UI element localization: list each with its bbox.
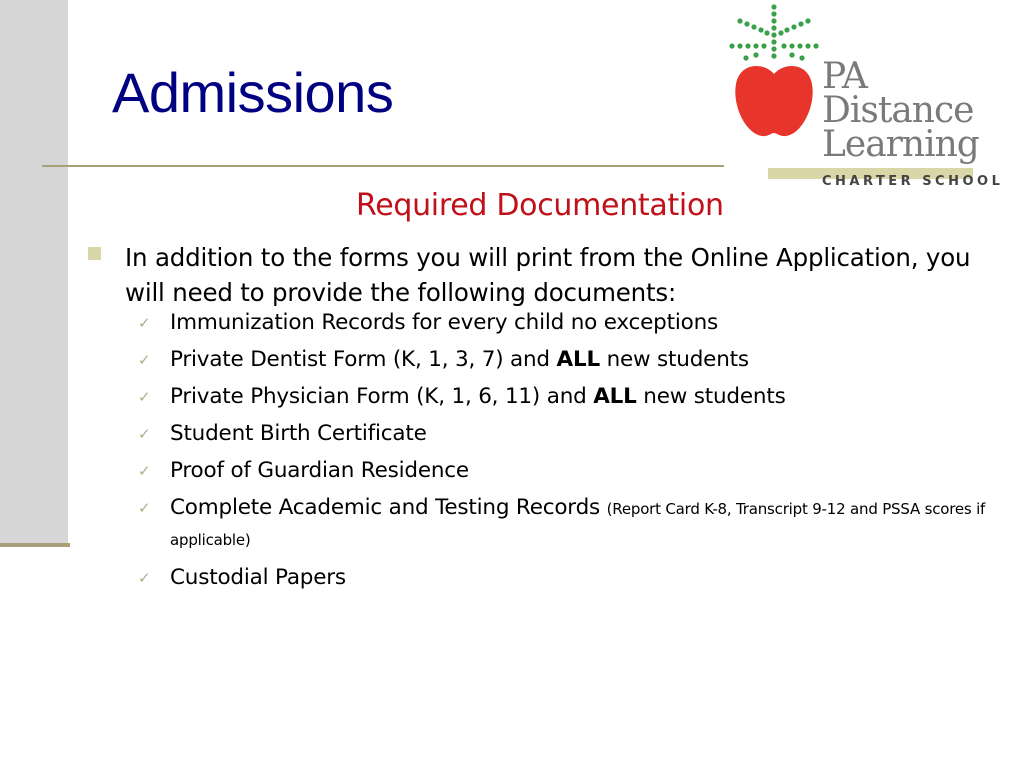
checkmark-icon: ✓ <box>138 499 151 517</box>
checkmark-icon: ✓ <box>138 569 151 587</box>
list-item <box>136 563 1016 592</box>
logo-line-3: CHARTER SCHOOL <box>822 174 1004 189</box>
checkmark-icon: ✓ <box>138 425 151 443</box>
list-item-note: (Report Card K-8, Transcript 9-12 and PSSA scores if applicable) <box>170 500 986 549</box>
list-item-text: Proof of Guardian Residence <box>170 458 469 483</box>
checkmark-icon: ✓ <box>138 314 151 332</box>
list-item-text: Custodial Papers <box>170 565 346 590</box>
list-item-text-end: new students <box>636 384 786 409</box>
list-item-text: Complete Academic and Testing Records <box>170 495 607 520</box>
list-item-text-end: new students <box>599 347 749 372</box>
logo-line-2: Learning <box>822 124 979 165</box>
list-item <box>136 345 1016 374</box>
left-sidebar-rule <box>0 543 70 547</box>
checkmark-icon: ✓ <box>138 462 151 480</box>
list-item <box>136 308 1016 337</box>
logo-line-1: PA Distance <box>822 56 974 131</box>
square-bullet-icon <box>88 247 101 260</box>
checkmark-icon: ✓ <box>138 388 151 406</box>
list-item <box>136 419 1016 448</box>
school-logo <box>726 0 1024 189</box>
main-bullet-text: In addition to the forms you will print from the Online Application, you will need to provide the following documents: <box>125 243 971 307</box>
list-item <box>136 456 1016 485</box>
list-item-text: Immunization Records for every child no exceptions <box>170 310 718 335</box>
section-heading: Required Documentation <box>356 188 724 223</box>
slide-title: Admissions <box>112 61 394 124</box>
apple-icon <box>726 0 822 150</box>
title-divider <box>42 165 724 167</box>
list-item-emphasis: ALL <box>556 347 600 372</box>
left-sidebar-band <box>0 0 68 546</box>
checkmark-icon: ✓ <box>138 351 151 369</box>
list-item <box>136 493 1016 555</box>
list-item-emphasis: ALL <box>593 384 637 409</box>
list-item-text: Private Physician Form (K, 1, 6, 11) and <box>170 384 594 409</box>
main-bullet <box>88 240 978 310</box>
list-item-text: Private Dentist Form (K, 1, 3, 7) and <box>170 347 557 372</box>
list-item <box>136 382 1016 411</box>
required-documents-list <box>136 308 1016 600</box>
list-item-text: Student Birth Certificate <box>170 421 427 446</box>
